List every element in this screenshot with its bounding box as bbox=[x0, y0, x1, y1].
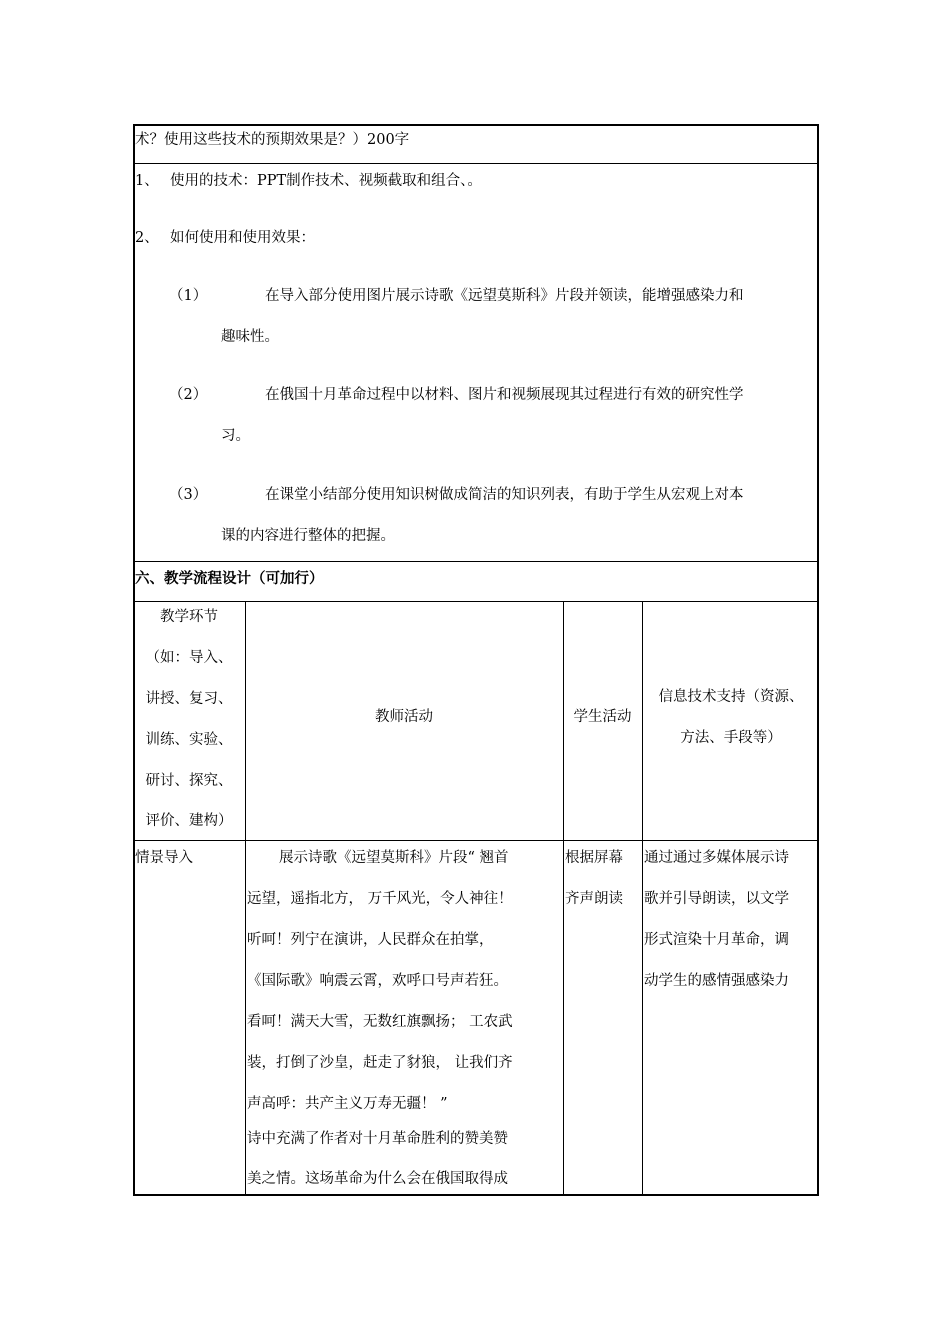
teacher-line: 《国际歌》响震云霄，欢呼口号声若狂。 bbox=[247, 973, 508, 989]
sub2-number: （2） bbox=[169, 387, 208, 403]
header-stage-line: 教学环节 bbox=[160, 609, 218, 625]
it-line: 形式渲染十月革命，调 bbox=[644, 932, 789, 948]
teacher-line: 听呵！列宁在演讲，人民群众在拍掌， bbox=[247, 932, 494, 948]
question-continuation: 术？使用这些技术的预期效果是？）200字 bbox=[135, 132, 410, 148]
column-divider bbox=[563, 601, 564, 1196]
student-line: 根据屏幕 bbox=[565, 850, 623, 866]
sub3-number: （3） bbox=[169, 487, 208, 503]
header-teacher: 教师活动 bbox=[375, 709, 433, 725]
section-title: 六、教学流程设计（可加行） bbox=[135, 570, 324, 587]
sub1-line2: 趣味性。 bbox=[221, 329, 279, 345]
it-line: 歌并引导朗读，以文学 bbox=[644, 891, 789, 907]
item2-text: 如何使用和使用效果： bbox=[170, 230, 315, 246]
document-page bbox=[133, 124, 819, 1196]
teacher-line: 美之情。这场革命为什么会在俄国取得成 bbox=[247, 1171, 508, 1187]
row-divider bbox=[133, 840, 819, 841]
header-stage-line: 讲授、复习、 bbox=[145, 691, 233, 707]
student-line: 齐声朗读 bbox=[565, 891, 623, 907]
header-stage-line: 研讨、探究、 bbox=[145, 773, 233, 789]
header-stage-line: 训练、实验、 bbox=[145, 732, 233, 748]
teacher-line: 装，打倒了沙皇，赶走了豺狼， 让我们齐 bbox=[247, 1055, 513, 1071]
teacher-line: 诗中充满了作者对十月革命胜利的赞美赞 bbox=[247, 1131, 508, 1147]
header-stage-line: （如：导入、 bbox=[145, 650, 233, 666]
item1-text: 使用的技术：PPT制作技术、视频截取和组合、。 bbox=[170, 173, 482, 189]
column-divider bbox=[245, 601, 246, 1196]
sub2-line1: 在俄国十月革命过程中以材料、图片和视频展现其过程进行有效的研究性学 bbox=[265, 387, 744, 403]
teacher-line: 远望，遥指北方， 万千风光，令人神往！ bbox=[247, 891, 513, 907]
teacher-line: 展示诗歌《远望莫斯科》片段“ 翘首 bbox=[279, 850, 509, 866]
stage-cell: 情景导入 bbox=[135, 850, 193, 866]
row-divider bbox=[133, 163, 819, 164]
teacher-line: 看呵！满天大雪，无数红旗飘扬； 工农武 bbox=[247, 1014, 513, 1030]
row-divider bbox=[133, 601, 819, 602]
header-stage-line: 评价、建构） bbox=[145, 813, 233, 829]
item2-number: 2、 bbox=[135, 230, 159, 246]
sub2-line2: 习。 bbox=[221, 428, 250, 444]
header-it-line: 信息技术支持（资源、 bbox=[658, 689, 804, 705]
row-divider bbox=[133, 561, 819, 562]
sub1-line1: 在导入部分使用图片展示诗歌《远望莫斯科》片段并领读，能增强感染力和 bbox=[265, 288, 744, 304]
sub1-number: （1） bbox=[169, 288, 208, 304]
item1-number: 1、 bbox=[135, 173, 159, 189]
it-line: 动学生的感情强感染力 bbox=[644, 973, 789, 989]
teacher-line: 声高呼：共产主义万寿无疆！ ” bbox=[247, 1096, 448, 1112]
header-student: 学生活动 bbox=[573, 709, 632, 725]
it-line: 通过通过多媒体展示诗 bbox=[644, 850, 789, 866]
sub3-line2: 课的内容进行整体的把握。 bbox=[221, 528, 395, 544]
sub3-line1: 在课堂小结部分使用知识树做成简洁的知识列表，有助于学生从宏观上对本 bbox=[265, 487, 744, 503]
header-it-line: 方法、手段等） bbox=[680, 730, 782, 746]
